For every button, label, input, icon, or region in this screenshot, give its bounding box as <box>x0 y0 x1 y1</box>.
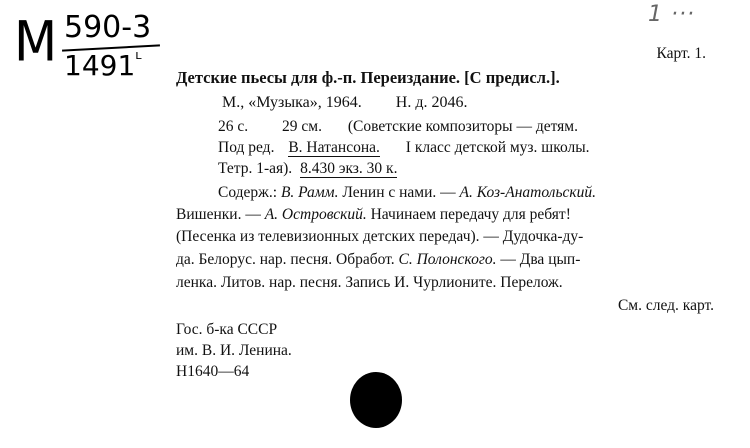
italic-author: В. Рамм. <box>280 184 339 201</box>
editor-name: В. Натансона. <box>288 139 380 156</box>
text-run: Содерж.: <box>218 184 281 201</box>
contents-line-1 <box>218 183 596 202</box>
notebook-line <box>218 159 397 178</box>
italic-author: А. Коз-Анатольский. <box>459 184 597 201</box>
contents-line-5 <box>176 273 563 292</box>
text-run: — Два цып- <box>496 251 581 268</box>
editor-rest: I класс детской муз. школы. <box>405 139 590 156</box>
editor-prefix: Под ред. <box>218 139 275 156</box>
library-line-1: Гос. б-ка СССР <box>176 321 278 338</box>
size: 29 см. <box>282 118 322 135</box>
card-number: Карт. 1. <box>656 45 706 62</box>
shelfmark-bottom-number: 1491 <box>64 49 136 82</box>
text-run: Начинаем передачу для ребят! <box>366 206 571 223</box>
shelfmark-top: 590-3 <box>64 10 152 45</box>
contents-line-3 <box>176 227 583 246</box>
imprint-line <box>222 93 467 112</box>
library-code: Н1640—64 <box>176 363 250 380</box>
pages: 26 с. <box>218 118 249 135</box>
contents-line-4 <box>176 250 580 269</box>
text-run: да. Белорус. нар. песня. Обработ. <box>176 251 399 268</box>
text-run: ленка. Литов. нар. песня. Запись И. Чурлионите. Перелож. <box>176 274 563 291</box>
shelfmark-letter: М <box>14 10 59 74</box>
series: (Советские композиторы — детям. <box>347 118 578 135</box>
italic-author: А. Островский. <box>264 206 367 223</box>
print-run: 8.430 экз. 30 к. <box>300 160 398 177</box>
physical-line <box>218 117 578 136</box>
corner-handwritten-note: 1 ··· <box>648 2 695 27</box>
imprint-plate: Н. д. 2046. <box>395 94 468 111</box>
shelfmark-bottom <box>64 49 142 82</box>
see-next-card: См. след. карт. <box>617 297 714 314</box>
notebook-prefix: Тетр. 1-ая). <box>218 160 293 177</box>
text-run: (Песенка из телевизионных детских передач). — Дудочка-ду- <box>176 228 584 245</box>
italic-author: С. Полонского. <box>398 251 497 268</box>
contents-line-2 <box>176 205 571 224</box>
shelfmark-bottom-suffix: ᴸ <box>135 49 142 70</box>
text-run: Ленин с нами. — <box>338 184 460 201</box>
editor-line <box>218 138 590 157</box>
text-run: Вишенки. — <box>176 206 265 223</box>
library-line-2: им. В. И. Ленина. <box>176 342 292 359</box>
imprint-publisher: М., «Музыка», 1964. <box>222 94 362 111</box>
ink-blot-hole <box>350 372 402 428</box>
title-line: Детские пьесы для ф.-п. Переиздание. [С предисл.]. <box>176 68 560 87</box>
